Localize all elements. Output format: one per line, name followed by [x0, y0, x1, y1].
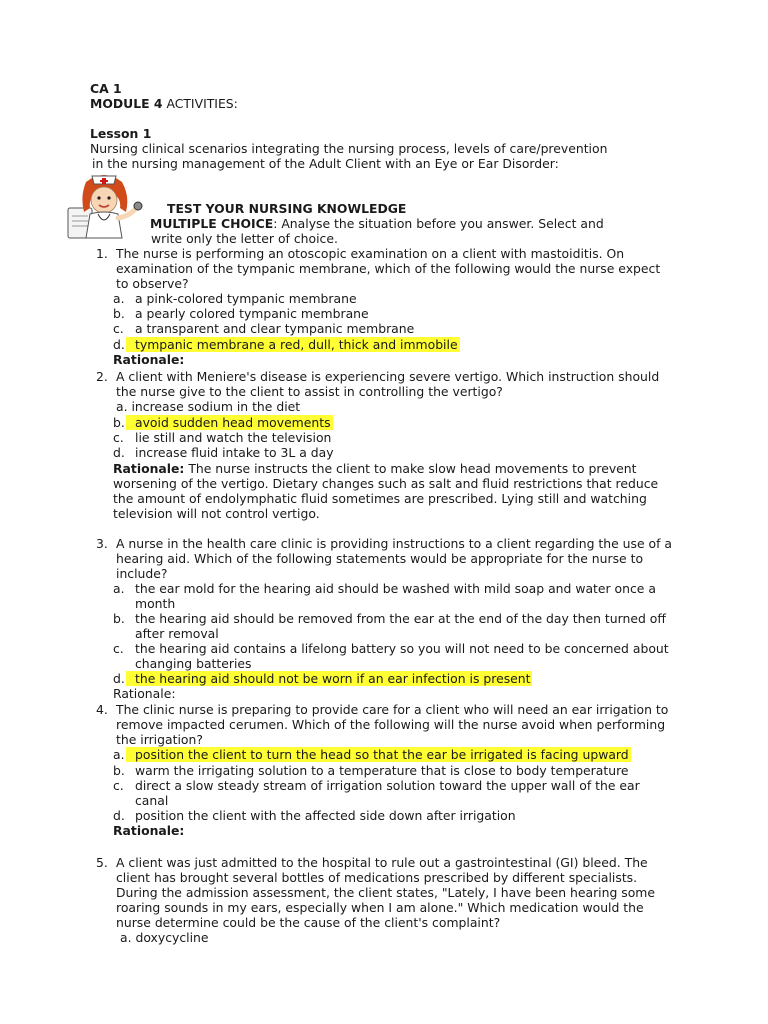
- q5-number: 5.: [96, 855, 108, 870]
- q3-letter-b: b.: [113, 611, 125, 626]
- q4-stem-3: the irrigation?: [116, 732, 203, 747]
- q2-rationale: [113, 461, 637, 476]
- q1-option-c: a transparent and clear tympanic membrane: [135, 321, 415, 336]
- q3-stem-3: include?: [116, 566, 168, 581]
- q3-stem-2: hearing aid. Which of the following statements would be appropriate for the nurse to: [116, 551, 644, 566]
- q2-option-b-highlighted: avoid sudden head movements: [126, 415, 333, 430]
- q1-option-a: a pink-colored tympanic membrane: [135, 291, 357, 306]
- q5-option-a: a. doxycycline: [120, 930, 209, 945]
- module-heading: [90, 96, 238, 111]
- q1-rationale: Rationale:: [113, 352, 185, 367]
- module-label: MODULE 4: [90, 96, 163, 111]
- q3-option-d-highlighted: the hearing aid should not be worn if an ear infection is present: [126, 671, 532, 686]
- q2-letter-c: c.: [113, 430, 124, 445]
- q5-stem-1: A client was just admitted to the hospital to rule out a gastrointestinal (GI) bleed. The: [116, 855, 648, 870]
- q1-option-d-highlighted: tympanic membrane a red, dull, thick and immobile: [126, 337, 460, 352]
- q1-letter-c: c.: [113, 321, 124, 336]
- q5-stem-5: nurse determine could be the cause of the client's complaint?: [116, 915, 501, 930]
- q3-option-c-1: the hearing aid contains a lifelong battery so you will not need to be concerned about: [135, 641, 669, 656]
- q4-stem-1: The clinic nurse is preparing to provide care for a client who will need an ear irrigation to: [116, 702, 669, 717]
- course-code: CA 1: [90, 81, 122, 96]
- q2-stem-1: A client with Meniere's disease is experiencing severe vertigo. Which instruction should: [116, 369, 660, 384]
- q3-option-b-1: the hearing aid should be removed from the ear at the end of the day then turned off: [135, 611, 666, 626]
- q3-option-b-2: after removal: [135, 626, 219, 641]
- q4-number: 4.: [96, 702, 108, 717]
- q1-letter-d: d.: [113, 337, 125, 352]
- q2-option-d: increase fluid intake to 3L a day: [135, 445, 334, 460]
- mc-text: : Analyse the situation before you answer. Select and: [273, 216, 604, 231]
- q3-letter-d: d.: [113, 671, 125, 686]
- q1-letter-a: a.: [113, 291, 125, 306]
- mc-instructions-2: write only the letter of choice.: [151, 231, 338, 246]
- q2-stem-2: the nurse give to the client to assist in controlling the vertigo?: [116, 384, 503, 399]
- q3-option-a-2: month: [135, 596, 176, 611]
- mc-instructions: [150, 216, 604, 231]
- q4-option-a-highlighted: position the client to turn the head so that the ear be irrigated is facing upward: [126, 747, 631, 762]
- q3-rationale: Rationale:: [113, 686, 176, 701]
- q4-option-d: position the client with the affected side down after irrigation: [135, 808, 516, 823]
- q3-number: 3.: [96, 536, 108, 551]
- q4-option-b: warm the irrigating solution to a temperature that is close to body temperature: [135, 763, 629, 778]
- q5-stem-4: roaring sounds in my ears, especially when I am alone." Which medication would the: [116, 900, 644, 915]
- q1-stem-1: The nurse is performing an otoscopic examination on a client with mastoiditis. On: [116, 246, 625, 261]
- q4-option-c-1: direct a slow steady stream of irrigation solution toward the upper wall of the ear: [135, 778, 640, 793]
- q3-option-a-1: the ear mold for the hearing aid should be washed with mild soap and water once a: [135, 581, 656, 596]
- q2-rationale-text-1: The nurse instructs the client to make slow head movements to prevent: [184, 461, 637, 476]
- intro-line-2: in the nursing management of the Adult Client with an Eye or Ear Disorder:: [92, 156, 559, 171]
- q4-stem-2: remove impacted cerumen. Which of the following will the nurse avoid when performing: [116, 717, 666, 732]
- q2-rationale-text-2: worsening of the vertigo. Dietary changes such as salt and fluid restrictions that reduce: [113, 476, 659, 491]
- q3-option-c-2: changing batteries: [135, 656, 252, 671]
- test-title: TEST YOUR NURSING KNOWLEDGE: [167, 201, 407, 216]
- q4-letter-b: b.: [113, 763, 125, 778]
- q4-rationale: Rationale:: [113, 823, 185, 838]
- q2-option-a: a. increase sodium in the diet: [116, 399, 301, 414]
- q2-option-c: lie still and watch the television: [135, 430, 332, 445]
- q3-letter-c: c.: [113, 641, 124, 656]
- nurse-clipart-icon: [64, 168, 148, 242]
- q4-letter-c: c.: [113, 778, 124, 793]
- mc-label: MULTIPLE CHOICE: [150, 216, 274, 231]
- q2-rationale-label: Rationale:: [113, 461, 185, 476]
- q4-letter-d: d.: [113, 808, 125, 823]
- q4-option-c-2: canal: [135, 793, 169, 808]
- q2-letter-b: b.: [113, 415, 125, 430]
- module-suffix: ACTIVITIES:: [162, 96, 238, 111]
- q2-rationale-text-4: television will not control vertigo.: [113, 506, 320, 521]
- q4-letter-a: a.: [113, 747, 125, 762]
- q2-number: 2.: [96, 369, 108, 384]
- q1-number: 1.: [96, 246, 108, 261]
- intro-line-1: Nursing clinical scenarios integrating the nursing process, levels of care/prevention: [90, 141, 608, 156]
- q2-letter-d: d.: [113, 445, 125, 460]
- q1-stem-3: to observe?: [116, 276, 189, 291]
- q3-stem-1: A nurse in the health care clinic is providing instructions to a client regarding the use of a: [116, 536, 673, 551]
- lesson-heading: Lesson 1: [90, 126, 152, 141]
- q5-stem-3: During the admission assessment, the client states, "Lately, I have been hearing some: [116, 885, 655, 900]
- q1-stem-2: examination of the tympanic membrane, which of the following would the nurse expect: [116, 261, 661, 276]
- q5-stem-2: client has brought several bottles of medications prescribed by different specialists.: [116, 870, 638, 885]
- q1-letter-b: b.: [113, 306, 125, 321]
- q2-rationale-text-3: the amount of endolymphatic fluid sometimes are prescribed. Lying still and watching: [113, 491, 647, 506]
- q1-option-b: a pearly colored tympanic membrane: [135, 306, 369, 321]
- q3-letter-a: a.: [113, 581, 125, 596]
